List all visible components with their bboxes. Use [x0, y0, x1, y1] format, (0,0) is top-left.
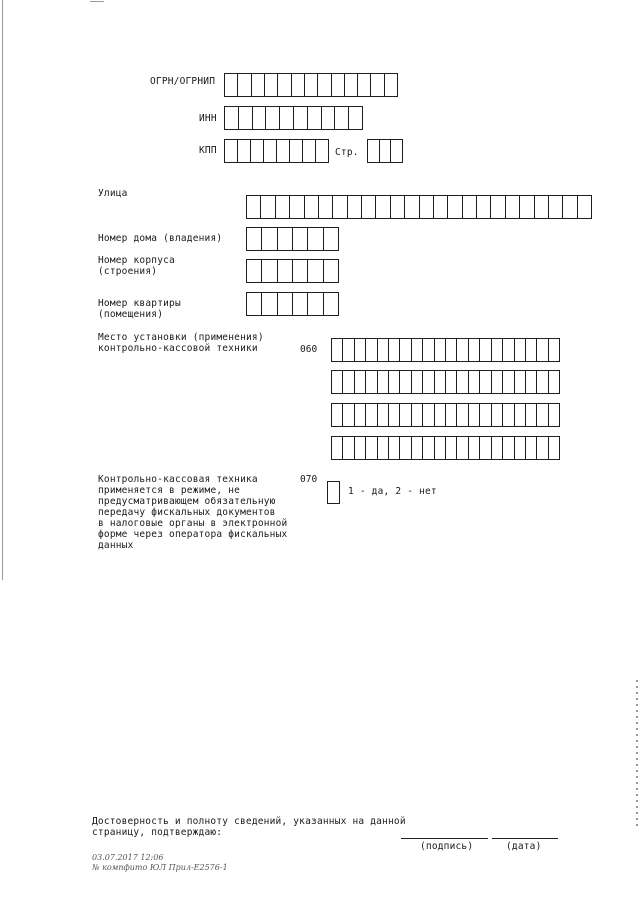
entry-cell[interactable] — [526, 436, 537, 460]
entry-cell[interactable] — [492, 338, 503, 362]
page-edge — [2, 0, 3, 580]
entry-cell[interactable] — [526, 403, 537, 427]
entry-cell[interactable] — [378, 403, 389, 427]
entry-cell[interactable] — [332, 370, 343, 394]
entry-cell[interactable] — [253, 106, 267, 130]
entry-cell[interactable] — [239, 106, 253, 130]
entry-cell[interactable] — [355, 403, 366, 427]
entry-cell[interactable] — [378, 338, 389, 362]
entry-cell[interactable] — [262, 227, 277, 251]
place-cells-row-2[interactable] — [331, 370, 560, 394]
entry-cell[interactable] — [389, 436, 400, 460]
entry-cell[interactable] — [480, 338, 491, 362]
entry-cell[interactable] — [434, 195, 448, 219]
entry-cell[interactable] — [280, 106, 294, 130]
entry-cell[interactable] — [292, 73, 305, 97]
entry-cell[interactable] — [324, 259, 339, 283]
entry-cell[interactable] — [435, 403, 446, 427]
entry-cell[interactable] — [549, 403, 560, 427]
stamp-line-2: № компфито ЮЛ Прил-Е2576-1 — [92, 863, 228, 872]
entry-cell[interactable] — [225, 73, 238, 97]
entry-cell[interactable] — [308, 259, 323, 283]
entry-cell[interactable] — [446, 403, 457, 427]
entry-cell[interactable] — [515, 403, 526, 427]
entry-cell[interactable] — [457, 338, 468, 362]
entry-cell[interactable] — [463, 195, 477, 219]
street-label: Улица — [98, 188, 128, 199]
entry-cell[interactable] — [435, 436, 446, 460]
entry-cell[interactable] — [262, 259, 277, 283]
entry-cell[interactable] — [412, 338, 423, 362]
page-edge-mark — [90, 1, 104, 2]
entry-cell[interactable] — [278, 259, 293, 283]
entry-cell[interactable] — [290, 139, 303, 163]
entry-cell[interactable] — [366, 370, 377, 394]
entry-cell[interactable] — [265, 73, 278, 97]
entry-cell[interactable] — [378, 370, 389, 394]
entry-cell[interactable] — [469, 338, 480, 362]
entry-cell[interactable] — [247, 195, 261, 219]
mode-label-line: предусматривающем обязательную — [98, 496, 276, 507]
entry-cell[interactable] — [526, 370, 537, 394]
place-label-2: контрольно-кассовой техники — [98, 343, 258, 354]
entry-cell[interactable] — [563, 195, 577, 219]
entry-cell[interactable] — [343, 370, 354, 394]
entry-cell[interactable] — [469, 370, 480, 394]
entry-cell[interactable] — [515, 370, 526, 394]
entry-cell[interactable] — [225, 106, 239, 130]
entry-cell[interactable] — [293, 227, 308, 251]
ogrn-cells[interactable] — [224, 73, 398, 97]
entry-cell[interactable] — [294, 106, 308, 130]
entry-cell[interactable] — [276, 195, 290, 219]
entry-cell[interactable] — [389, 338, 400, 362]
house-label: Номер дома (владения) — [98, 233, 223, 244]
entry-cell[interactable] — [389, 403, 400, 427]
mode-label-line: передачу фискальных документов — [98, 507, 276, 518]
entry-cell[interactable] — [324, 292, 339, 316]
confirm-text-2: страницу, подтверждаю: — [92, 827, 223, 838]
entry-cell[interactable] — [328, 481, 340, 504]
entry-cell[interactable] — [423, 403, 434, 427]
page-number-cells[interactable] — [367, 139, 403, 163]
entry-cell[interactable] — [262, 292, 277, 316]
entry-cell[interactable] — [446, 436, 457, 460]
kpp-cells[interactable] — [224, 139, 329, 163]
entry-cell[interactable] — [366, 403, 377, 427]
building-label-2: (строения) — [98, 266, 158, 277]
mode-label-line: Контрольно-кассовая техника — [98, 474, 258, 485]
entry-cell[interactable] — [480, 403, 491, 427]
entry-cell[interactable] — [549, 338, 560, 362]
entry-cell[interactable] — [343, 403, 354, 427]
entry-cell[interactable] — [448, 195, 462, 219]
entry-cell[interactable] — [238, 73, 251, 97]
entry-cell[interactable] — [526, 338, 537, 362]
entry-cell[interactable] — [537, 338, 548, 362]
entry-cell[interactable] — [503, 436, 514, 460]
entry-cell[interactable] — [549, 370, 560, 394]
entry-cell[interactable] — [457, 370, 468, 394]
entry-cell[interactable] — [225, 139, 238, 163]
entry-cell[interactable] — [457, 403, 468, 427]
entry-cell[interactable] — [251, 139, 264, 163]
entry-cell[interactable] — [469, 403, 480, 427]
entry-cell[interactable] — [343, 436, 354, 460]
entry-cell[interactable] — [293, 292, 308, 316]
entry-cell[interactable] — [503, 370, 514, 394]
entry-cell[interactable] — [316, 139, 329, 163]
entry-cell[interactable] — [308, 292, 323, 316]
entry-cell[interactable] — [389, 370, 400, 394]
entry-cell[interactable] — [469, 436, 480, 460]
mode-code: 070 — [300, 474, 318, 485]
entry-cell[interactable] — [435, 370, 446, 394]
entry-cell[interactable] — [503, 403, 514, 427]
entry-cell[interactable] — [435, 338, 446, 362]
entry-cell[interactable] — [549, 436, 560, 460]
mode-label-line: форме через оператора фискальных — [98, 529, 288, 540]
entry-cell[interactable] — [385, 73, 398, 97]
entry-cell[interactable] — [358, 73, 371, 97]
entry-cell[interactable] — [423, 436, 434, 460]
place-cells-row-4[interactable] — [331, 436, 560, 460]
inn-label: ИНН — [199, 113, 217, 124]
entry-cell[interactable] — [349, 106, 363, 130]
entry-cell[interactable] — [492, 370, 503, 394]
building-cells[interactable] — [246, 259, 339, 283]
mode-label-line: применяется в режиме, не — [98, 485, 241, 496]
entry-cell[interactable] — [515, 436, 526, 460]
entry-cell[interactable] — [537, 370, 548, 394]
entry-cell[interactable] — [380, 139, 392, 163]
entry-cell[interactable] — [343, 338, 354, 362]
entry-cell[interactable] — [503, 338, 514, 362]
entry-cell[interactable] — [423, 338, 434, 362]
place-code: 060 — [300, 344, 318, 355]
house-cells[interactable] — [246, 227, 339, 251]
entry-cell[interactable] — [305, 73, 318, 97]
ogrn-label: ОГРН/ОГРНИП — [150, 76, 216, 87]
entry-cell[interactable] — [457, 436, 468, 460]
place-label-1: Место установки (применения) — [98, 332, 264, 343]
entry-cell[interactable] — [477, 195, 491, 219]
scan-noise — [636, 680, 638, 830]
entry-cell[interactable] — [308, 106, 322, 130]
stamp-line-1: 03.07.2017 12:06 — [92, 853, 164, 862]
entry-cell[interactable] — [420, 195, 434, 219]
entry-cell[interactable] — [278, 292, 293, 316]
entry-cell[interactable] — [362, 195, 376, 219]
entry-cell[interactable] — [332, 338, 343, 362]
entry-cell[interactable] — [405, 195, 419, 219]
entry-cell[interactable] — [277, 139, 290, 163]
entry-cell[interactable] — [412, 370, 423, 394]
entry-cell[interactable] — [423, 370, 434, 394]
entry-cell[interactable] — [378, 436, 389, 460]
entry-cell[interactable] — [348, 195, 362, 219]
entry-cell[interactable] — [332, 403, 343, 427]
entry-cell[interactable] — [308, 227, 323, 251]
building-label-1: Номер корпуса — [98, 255, 175, 266]
confirm-text-1: Достоверность и полноту сведений, указанных на данной — [92, 816, 406, 827]
entry-cell[interactable] — [355, 338, 366, 362]
entry-cell[interactable] — [335, 106, 349, 130]
signature-line — [401, 838, 488, 839]
entry-cell[interactable] — [278, 227, 293, 251]
place-cells-row-3[interactable] — [331, 403, 560, 427]
entry-cell[interactable] — [400, 338, 411, 362]
entry-cell[interactable] — [252, 73, 265, 97]
entry-cell[interactable] — [318, 73, 331, 97]
entry-cell[interactable] — [400, 403, 411, 427]
entry-cell[interactable] — [322, 106, 336, 130]
inn-cells[interactable] — [224, 106, 363, 130]
entry-cell[interactable] — [345, 73, 358, 97]
entry-cell[interactable] — [332, 73, 345, 97]
entry-cell[interactable] — [400, 436, 411, 460]
entry-cell[interactable] — [400, 370, 411, 394]
entry-cell[interactable] — [391, 139, 403, 163]
entry-cell[interactable] — [247, 227, 262, 251]
entry-cell[interactable] — [492, 436, 503, 460]
entry-cell[interactable] — [480, 370, 491, 394]
date-line — [492, 838, 558, 839]
entry-cell[interactable] — [368, 139, 380, 163]
entry-cell[interactable] — [324, 227, 339, 251]
entry-cell[interactable] — [266, 106, 280, 130]
entry-cell[interactable] — [376, 195, 390, 219]
entry-cell[interactable] — [446, 370, 457, 394]
entry-cell[interactable] — [290, 195, 304, 219]
entry-cell[interactable] — [333, 195, 347, 219]
page-label: Стр. — [335, 147, 359, 158]
entry-cell[interactable] — [247, 292, 262, 316]
date-label: (дата) — [506, 841, 542, 852]
place-cells-row-1[interactable] — [331, 338, 560, 362]
entry-cell[interactable] — [247, 259, 262, 283]
entry-cell[interactable] — [371, 73, 384, 97]
entry-cell[interactable] — [391, 195, 405, 219]
entry-cell[interactable] — [491, 195, 505, 219]
entry-cell[interactable] — [264, 139, 277, 163]
mode-label-line: в налоговые органы в электронной — [98, 518, 288, 529]
entry-cell[interactable] — [520, 195, 534, 219]
entry-cell[interactable] — [366, 338, 377, 362]
entry-cell[interactable] — [412, 403, 423, 427]
entry-cell[interactable] — [535, 195, 549, 219]
entry-cell[interactable] — [305, 195, 319, 219]
entry-cell[interactable] — [261, 195, 275, 219]
mode-label-line: данных — [98, 540, 134, 551]
entry-cell[interactable] — [293, 259, 308, 283]
entry-cell[interactable] — [506, 195, 520, 219]
entry-cell[interactable] — [332, 436, 343, 460]
entry-cell[interactable] — [480, 436, 491, 460]
entry-cell[interactable] — [578, 195, 592, 219]
mode-hint: 1 - да, 2 - нет — [348, 486, 437, 497]
street-cells[interactable] — [246, 195, 592, 219]
entry-cell[interactable] — [549, 195, 563, 219]
entry-cell[interactable] — [238, 139, 251, 163]
entry-cell[interactable] — [537, 436, 548, 460]
apartment-label-2: (помещения) — [98, 309, 164, 320]
entry-cell[interactable] — [366, 436, 377, 460]
mode-cell[interactable] — [327, 481, 340, 504]
entry-cell[interactable] — [537, 403, 548, 427]
entry-cell[interactable] — [515, 338, 526, 362]
entry-cell[interactable] — [355, 436, 366, 460]
kpp-label: КПП — [199, 145, 217, 156]
apartment-cells[interactable] — [246, 292, 339, 316]
apartment-label-1: Номер квартиры — [98, 298, 181, 309]
entry-cell[interactable] — [492, 403, 503, 427]
entry-cell[interactable] — [319, 195, 333, 219]
entry-cell[interactable] — [446, 338, 457, 362]
signature-label: (подпись) — [420, 841, 474, 852]
entry-cell[interactable] — [355, 370, 366, 394]
entry-cell[interactable] — [303, 139, 316, 163]
entry-cell[interactable] — [278, 73, 291, 97]
entry-cell[interactable] — [412, 436, 423, 460]
